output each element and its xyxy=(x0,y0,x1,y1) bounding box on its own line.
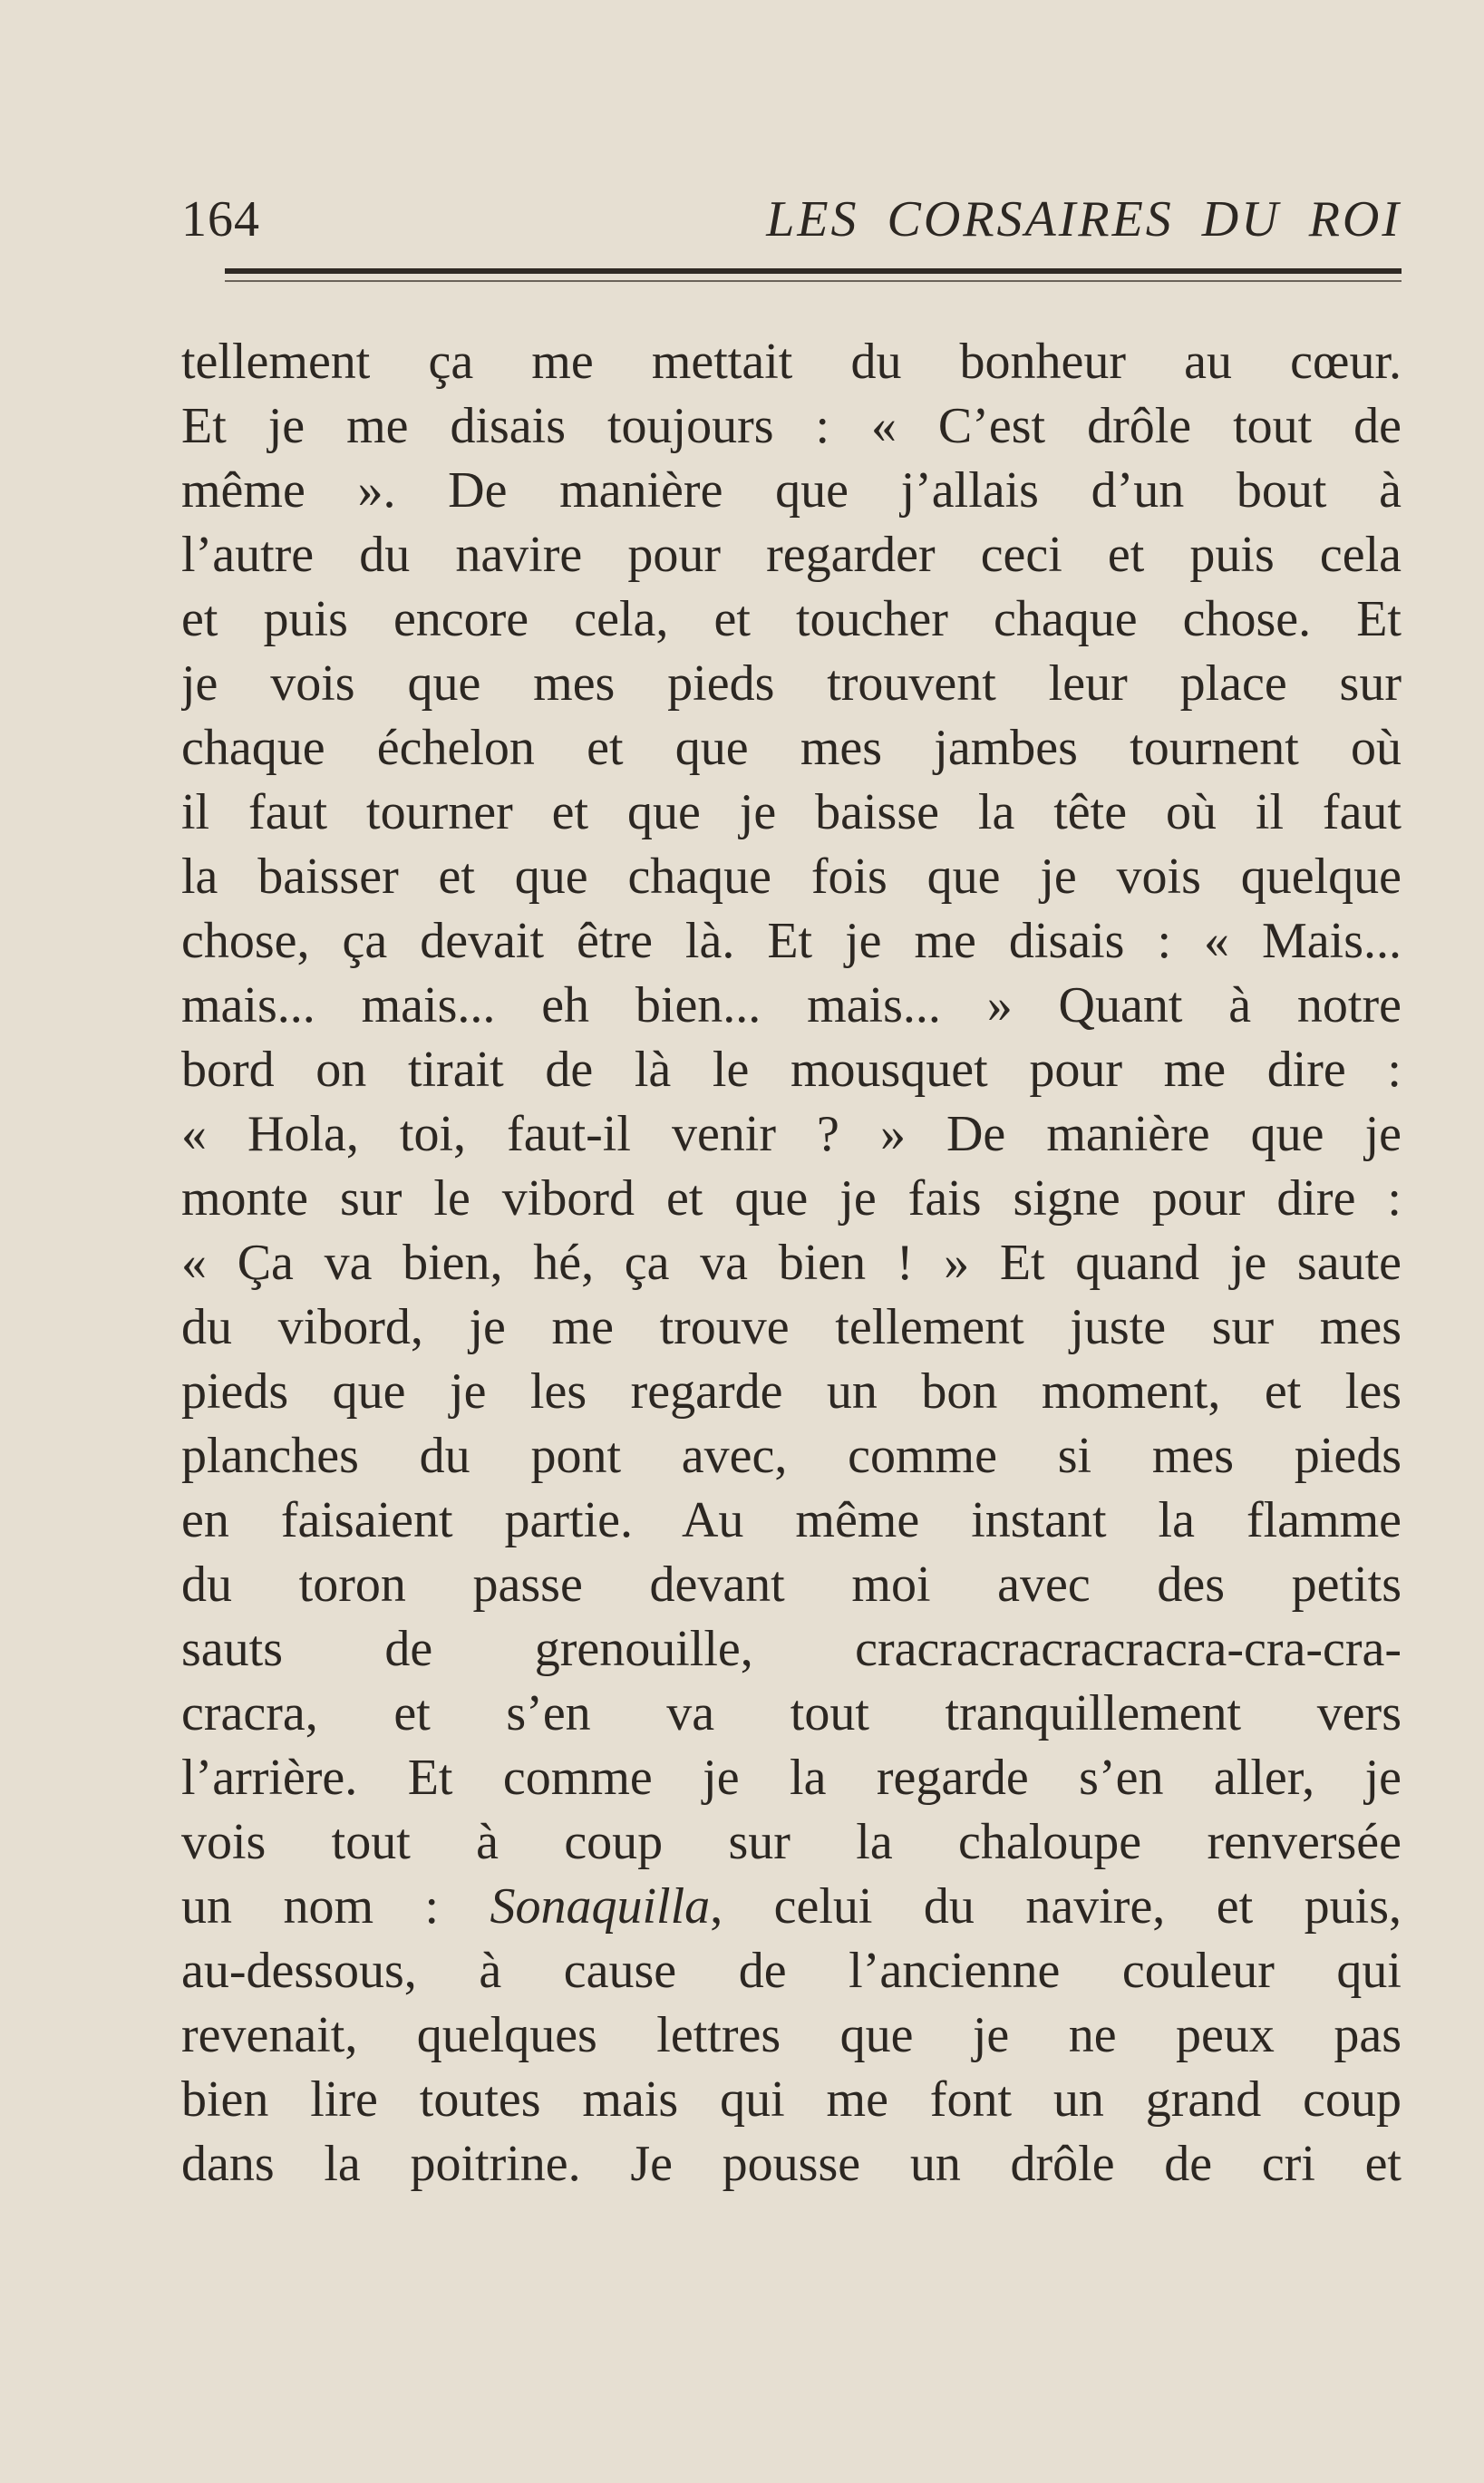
text-line: cracra, et s’en va tout tranquillement vers xyxy=(181,1685,1402,1741)
text-line: bien lire toutes mais qui me font un grand coup xyxy=(181,2071,1402,2128)
text-line: vois tout à coup sur la chaloupe renversée xyxy=(181,1814,1402,1870)
ship-name: Sonaquilla xyxy=(490,1878,711,1935)
text-line: tellement ça me mettait du bonheur au cœur. xyxy=(181,334,1402,390)
text-line: dans la poitrine. Je pousse un drôle de cri et xyxy=(181,2136,1402,2192)
running-head xyxy=(181,181,1402,254)
text-line: il faut tourner et que je baisse la tête où il faut xyxy=(181,784,1402,840)
page-number: 164 xyxy=(181,191,260,247)
text-segment: , celui du navire, et puis, xyxy=(710,1878,1402,1935)
text-line: en faisaient partie. Au même instant la flamme xyxy=(181,1492,1402,1548)
text-line: planches du pont avec, comme si mes pieds xyxy=(181,1428,1402,1484)
text-line: l’arrière. Et comme je la regarde s’en aller, je xyxy=(181,1750,1402,1806)
text-segment: un nom : xyxy=(181,1878,490,1935)
text-line: au-dessous, à cause de l’ancienne couleur qui xyxy=(181,1943,1402,1999)
text-line-ship-name xyxy=(181,1875,1402,1939)
text-line: Et je me disais toujours : « C’est drôle tout de xyxy=(181,398,1402,454)
header-rule-thin xyxy=(225,280,1402,282)
text-line: du vibord, je me trouve tellement juste sur mes xyxy=(181,1299,1402,1355)
text-line: et puis encore cela, et toucher chaque chose. Et xyxy=(181,591,1402,647)
text-line: sauts de grenouille, cracracracracracra-cra-cra- xyxy=(181,1621,1402,1677)
text-line: la baisser et que chaque fois que je vois quelque xyxy=(181,849,1402,905)
text-line: revenait, quelques lettres que je ne peux pas xyxy=(181,2007,1402,2063)
text-line: monte sur le vibord et que je fais signe pour dire : xyxy=(181,1170,1402,1227)
text-line: chaque échelon et que mes jambes tournent où xyxy=(181,720,1402,776)
text-line: pieds que je les regarde un bon moment, et les xyxy=(181,1363,1402,1420)
text-line: même ». De manière que j’allais d’un bout à xyxy=(181,462,1402,519)
body-text xyxy=(181,330,1402,2197)
text-line: « Ça va bien, hé, ça va bien ! » Et quand je saute xyxy=(181,1235,1402,1291)
header-rule xyxy=(225,268,1402,274)
text-line: l’autre du navire pour regarder ceci et puis cela xyxy=(181,527,1402,583)
text-line: « Hola, toi, faut-il venir ? » De manière que je xyxy=(181,1106,1402,1162)
text-line: mais... mais... eh bien... mais... » Quant à notre xyxy=(181,977,1402,1033)
text-line: bord on tirait de là le mousquet pour me dire : xyxy=(181,1042,1402,1098)
text-line: chose, ça devait être là. Et je me disais : « Mais... xyxy=(181,913,1402,969)
text-line: du toron passe devant moi avec des petits xyxy=(181,1557,1402,1613)
text-line: je vois que mes pieds trouvent leur place sur xyxy=(181,655,1402,712)
running-title: LES CORSAIRES DU ROI xyxy=(766,191,1402,247)
